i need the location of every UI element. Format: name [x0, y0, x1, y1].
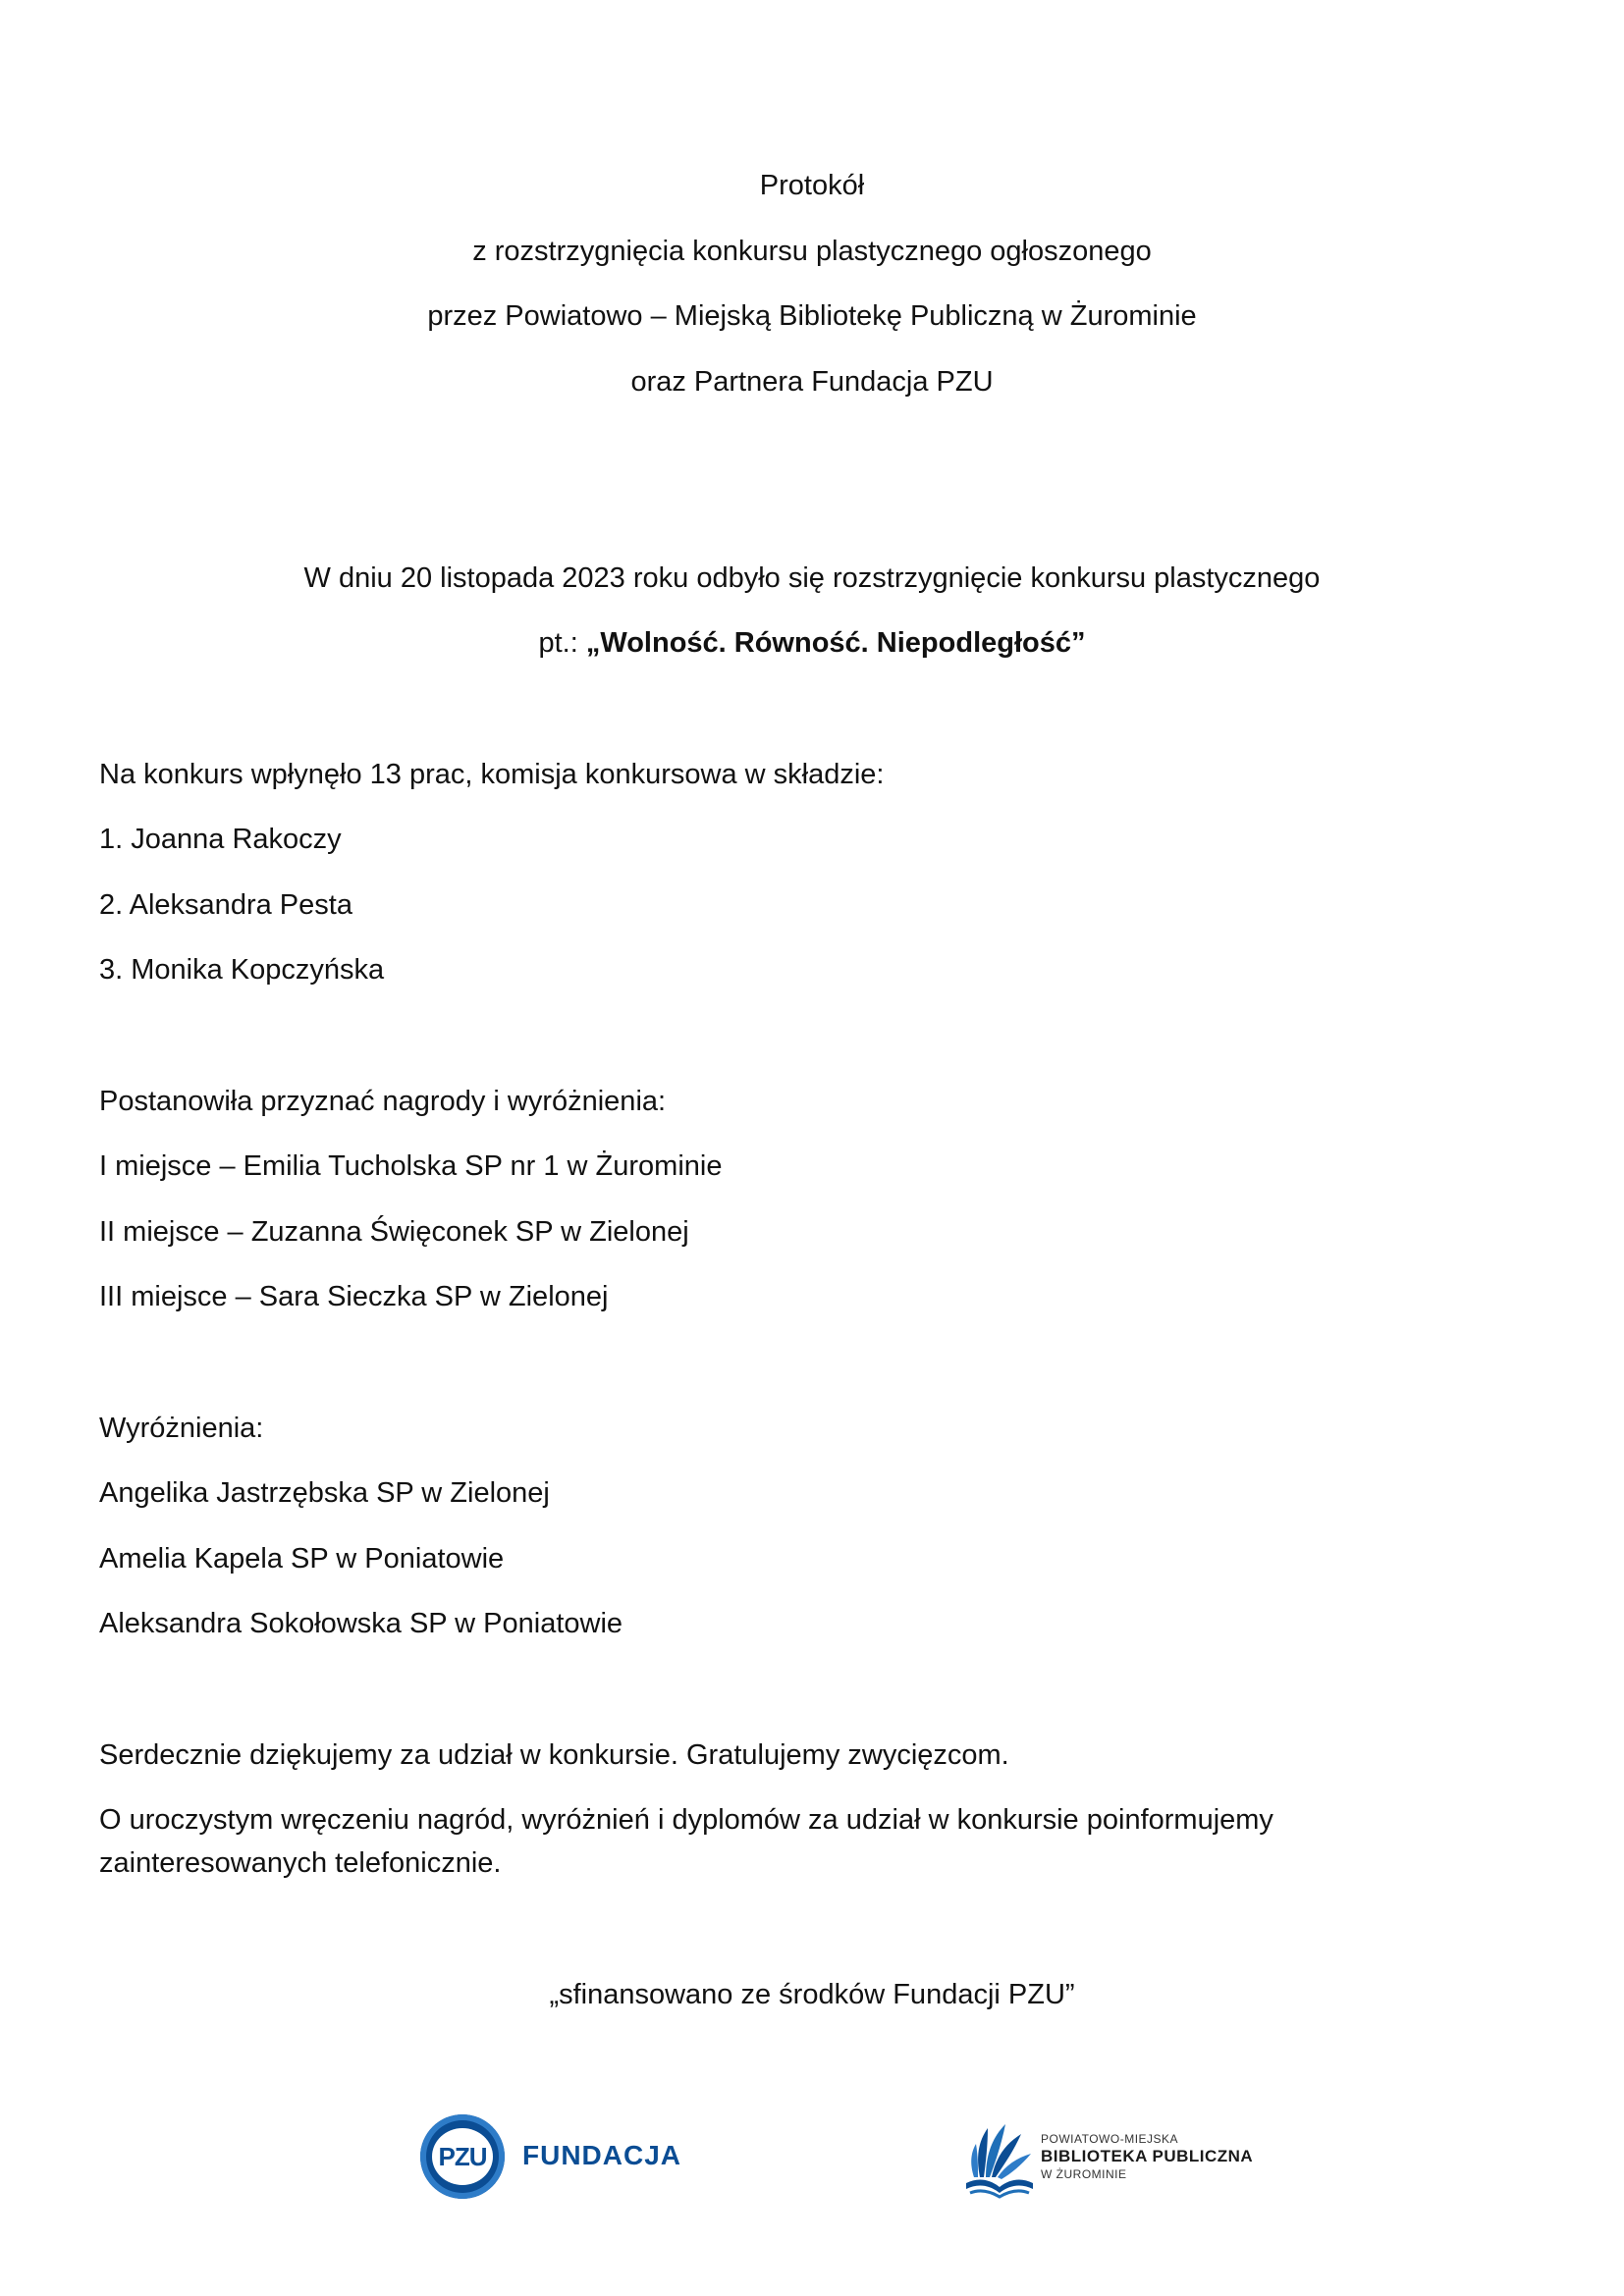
distinction-item: Angelika Jastrzębska SP w Zielonej	[99, 1477, 550, 1509]
committee-intro: Na konkurs wpłynęło 13 prac, komisja konkursowa w składzie:	[99, 759, 885, 790]
contest-title-prefix: pt.:	[538, 627, 586, 659]
distinction-item: Aleksandra Sokołowska SP w Poniatowie	[99, 1608, 623, 1639]
pzu-circle-icon	[420, 2114, 505, 2199]
library-logo	[962, 2109, 1276, 2207]
library-name-line-1: POWIATOWO-MIEJSKA	[1041, 2132, 1179, 2146]
document-title: Protokół	[759, 170, 865, 201]
header-line-4: oraz Partnera Fundacja PZU	[630, 366, 994, 398]
distinction-item: Amelia Kapela SP w Poniatowie	[99, 1543, 505, 1575]
header-line-2: z rozstrzygnięcia konkursu plastycznego ogłoszonego	[472, 236, 1152, 267]
distinctions-title: Wyróżnienia:	[99, 1413, 264, 1444]
award-place: II miejsce – Zuzanna Święconek SP w Zielonej	[99, 1216, 689, 1248]
intro-line: W dniu 20 listopada 2023 roku odbyło się rozstrzygnięcie konkursu plastycznego	[303, 562, 1321, 594]
committee-member: 3. Monika Kopczyńska	[99, 954, 385, 986]
ceremony-info-text: O uroczystym wręczeniu nagród, wyróżnień i dyplomów za udział w konkursie poinformujemy zainteresowanych telefonicznie.	[99, 1804, 1273, 1879]
open-book-leaves-icon	[962, 2109, 1037, 2207]
library-name-line-3: W ŻUROMINIE	[1041, 2167, 1127, 2181]
library-name-line-2: BIBLIOTEKA PUBLICZNA	[1041, 2147, 1254, 2165]
pzu-foundation-logo	[420, 2112, 681, 2201]
contest-title-line	[0, 625, 1624, 661]
thanks-text: Serdecznie dziękujemy za udział w konkursie. Gratulujemy zwycięzcom.	[99, 1739, 1009, 1771]
awards-intro: Postanowiła przyznać nagrody i wyróżnienia:	[99, 1086, 667, 1117]
header-line-3: przez Powiatowo – Miejską Bibliotekę Publiczną w Żurominie	[427, 300, 1197, 332]
award-place: I miejsce – Emilia Tucholska SP nr 1 w Żurominie	[99, 1150, 723, 1182]
funding-note: „sfinansowano ze środków Fundacji PZU”	[549, 1979, 1075, 2010]
committee-member: 1. Joanna Rakoczy	[99, 824, 342, 855]
pzu-foundation-word: FUNDACJA	[522, 2140, 681, 2170]
pzu-mark: PZU	[432, 2128, 493, 2185]
committee-member: 2. Aleksandra Pesta	[99, 889, 352, 921]
award-place: III miejsce – Sara Sieczka SP w Zielonej	[99, 1281, 609, 1312]
contest-title: „Wolność. Równość. Niepodległość”	[585, 627, 1086, 659]
